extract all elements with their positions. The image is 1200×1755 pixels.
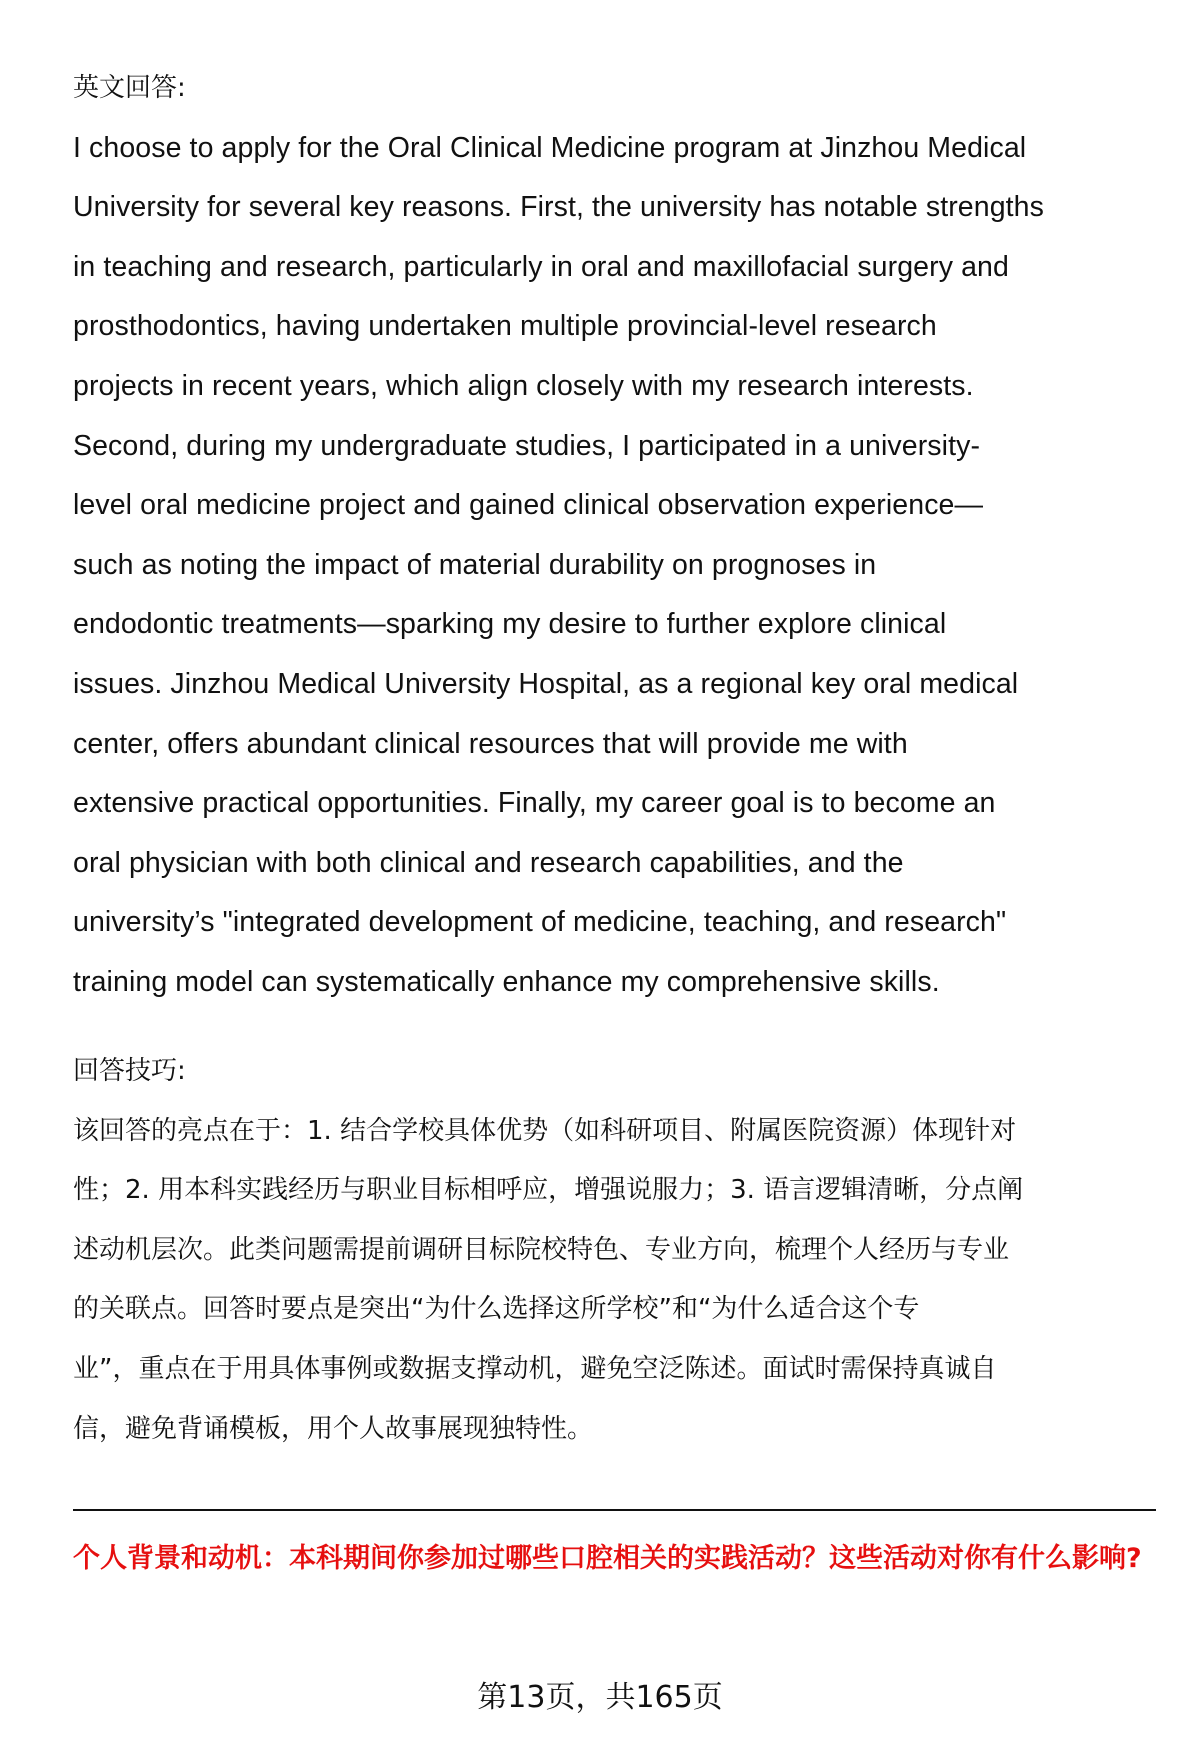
text-line: I choose to apply for the Oral Clinical Medicine program at Jinzhou Medical	[73, 131, 1027, 164]
english-answer-section	[73, 59, 1163, 1013]
text-line: training model can systematically enhance my comprehensive skills.	[73, 965, 940, 998]
text-line: 信，避免背诵模板，用个人故事展现独特性。	[73, 1413, 594, 1444]
text-line: in teaching and research, particularly in oral and maxillofacial surgery and	[73, 250, 1009, 283]
text-line: oral physician with both clinical and research capabilities, and the	[73, 846, 904, 879]
english-answer-body	[73, 119, 1163, 1013]
text-line: such as noting the impact of material durability on prognoses in	[73, 548, 877, 581]
text-line: center, offers abundant clinical resources that will provide me with	[73, 727, 908, 760]
text-line: university’s "integrated development of medicine, teaching, and research"	[73, 906, 1007, 939]
text-line: 该回答的亮点在于：1. 结合学校具体优势（如科研项目、附属医院资源）体现针对	[73, 1115, 1017, 1146]
text-line: Second, during my undergraduate studies, I participated in a university-	[73, 429, 981, 462]
text-line: University for several key reasons. First, the university has notable strengths	[73, 191, 1044, 224]
text-line: issues. Jinzhou Medical University Hospital, as a regional key oral medical	[73, 667, 1019, 700]
tips-label: 回答技巧:	[73, 1056, 186, 1086]
text-line: 述动机层次。此类问题需提前调研目标院校特色、专业方向，梳理个人经历与专业	[73, 1234, 1010, 1265]
english-answer-label: 英文回答:	[73, 73, 186, 103]
text-line: 业”，重点在于用具体事例或数据支撑动机，避免空泛陈述。面试时需保持真诚自	[73, 1353, 997, 1384]
section-divider	[73, 1509, 1156, 1511]
next-question-heading: 个人背景和动机：本科期间你参加过哪些口腔相关的实践活动？这些活动对你有什么影响?	[73, 1543, 1142, 1574]
text-line: prosthodontics, having undertaken multiple provincial-level research	[73, 310, 937, 343]
tips-section	[73, 1042, 1163, 1459]
text-line: 的关联点。回答时要点是突出“为什么选择这所学校”和“为什么适合这个专	[73, 1294, 920, 1325]
text-line: 性；2. 用本科实践经历与职业目标相呼应，增强说服力；3. 语言逻辑清晰，分点阐	[73, 1175, 1024, 1206]
tips-body	[73, 1102, 1163, 1460]
text-line: endodontic treatments—sparking my desire to further explore clinical	[73, 608, 947, 641]
text-line: extensive practical opportunities. Finally, my career goal is to become an	[73, 787, 996, 820]
text-line: level oral medicine project and gained clinical observation experience—	[73, 489, 984, 522]
text-line: projects in recent years, which align closely with my research interests.	[73, 369, 974, 402]
page-indicator: 第13页，共165页	[477, 1680, 723, 1715]
